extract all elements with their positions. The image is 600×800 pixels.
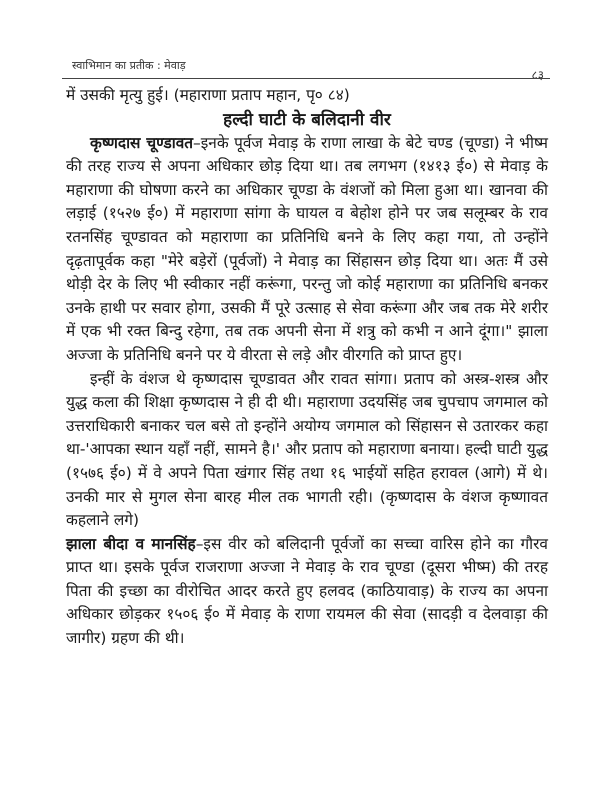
section-title: हल्दी घाटी के बलिदानी वीर: [223, 109, 391, 130]
paragraph-text-krishnadas: –इनके पूर्वज मेवाड़ के राणा लाखा के बेटे चण्ड (चूण्डा) ने भीष्म की तरह राज्य से अपना अधिकार छोड़ दिया था। तब लगभग (१४१३ ई०) से मेवाड़ के महाराणा की घोषणा करने का अधिकार चूण्डा के वंशजों को मिला हुआ था। खानवा की लड़ाई (१५२७ ई०) में महाराणा सांगा के घायल व बेहोश होने पर जब सलूम्बर के राव रतनसिंह चूण्डावत को महाराणा का प्रतिनिधि बनने के लिए कहा गया, तो उन्होंने दृढ़तापूर्वक कहा "मेरे बड़ेरों (पूर्वजों) ने मेवाड़ का सिंहासन छोड़ दिया था। अतः मैं उसे थोड़ी देर के लिए भी स्वीकार नहीं करूंगा, परन्तु जो कोई महाराणा का प्रतिनिधि बनकर उनके हाथी पर सवार होगा, उसकी मैं पूरे उत्साह से सेवा करूंगा और जब तक मेरे शरीर में एक भी रक्त बिन्दु रहेगा, तब तक अपनी सेना में शत्रु को कभी न आने दूंगा।" झाला अज्जा के प्रतिनिधि बनने पर ये वीरता से लड़े और वीरगति को प्राप्त हुए।: [66, 133, 548, 364]
paragraph-lead-krishnadas: कृष्णदास चूण्डावत: [90, 133, 194, 152]
running-title: स्वाभिमान का प्रतीक : मेवाड़: [72, 59, 186, 72]
paragraph-jhala: [66, 533, 548, 651]
paragraph-descendants: इन्हीं के वंशज थे कृष्णदास चूण्डावत और रावत सांगा। प्रताप को अस्त्र-शस्त्र और युद्ध कला की शिक्षा कृष्णदास ने ही दी थी। महाराणा उदयसिंह जब चुपचाप जगमाल को उत्तराधिकारी बनाकर चल बसे तो इन्होंने अयोग्य जगमाल को सिंहासन से उतारकर कहा था-'आपका स्थान यहाँ नहीं, सामने है।' और प्रताप को महाराणा बनाया। हल्दी घाटी युद्ध (१५७६ ई०) में वे अपने पिता खंगार सिंह तथा १६ भाईयों सहित हरावल (आगे) में थे। उनकी मार से मुगल सेना बारह मील तक भागती रही। (कृष्णदास के वंशज कृष्णावत कहलाने लगे): [66, 369, 548, 530]
page-number: ८३: [531, 68, 544, 82]
paragraph-text-jhala: –इस वीर को बलिदानी पूर्वजों का सच्चा वारिस होने का गौरव प्राप्त था। इसके पूर्वज राजराणा अज्जा ने मेवाड़ के राव चूण्डा (दूसरा भीष्म) की तरह पिता की इच्छा का वीरोचित आदर करते हुए हलवद (काठियावाड़) के राज्य का अपना अधिकार छोड़कर १५०६ ई० में मेवाड़ के राणा रायमल की सेवा (सादड़ी व देलवाड़ा की जागीर) ग्रहण की थी।: [66, 534, 548, 648]
opening-line: में उसकी मृत्यु हुई। (महाराणा प्रताप महान, पृ० ८४): [66, 86, 350, 104]
body-text: [66, 84, 548, 651]
paragraph-krishnadas: [66, 132, 548, 368]
paragraph-lead-jhala: झाला बीदा व मानसिंह: [66, 534, 196, 553]
header-rule: [62, 78, 550, 79]
